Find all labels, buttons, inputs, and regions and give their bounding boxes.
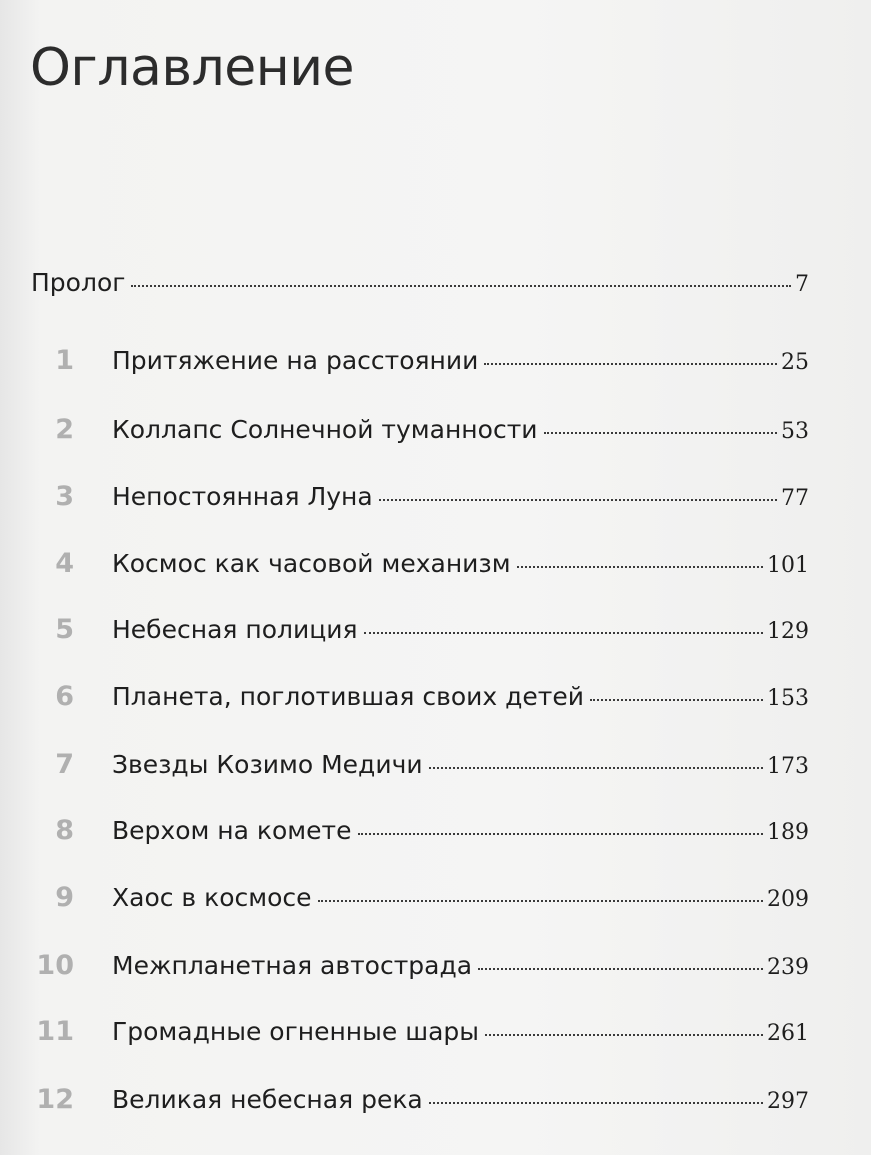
prologue-label: Пролог [31,268,126,297]
leader-dots [429,766,763,769]
chapter-title: Планета, поглотившая своих детей [112,682,584,711]
leader-dots [379,498,777,501]
chapter-number: 10 [36,950,74,981]
toc-chapter[interactable] [0,341,871,381]
leader-dots [131,284,791,287]
leader-dots [485,1033,763,1036]
toc-chapter[interactable] [0,878,871,918]
chapter-page: 77 [781,486,809,511]
toc-chapter[interactable] [0,410,871,450]
chapter-number: 12 [36,1084,74,1115]
chapter-page: 189 [767,820,809,845]
chapter-number: 4 [55,548,74,579]
leader-dots [478,967,763,970]
chapter-page: 53 [781,419,809,444]
leader-dots [484,362,777,365]
chapter-title: Непостоянная Луна [112,482,373,511]
toc-chapter[interactable] [0,477,871,517]
chapter-number: 3 [55,481,74,512]
chapter-number: 5 [55,614,74,645]
page-title: Оглавление [30,38,355,98]
chapter-title: Громадные огненные шары [112,1017,480,1046]
chapter-page: 261 [767,1021,809,1046]
toc-chapter[interactable] [0,677,871,717]
show-through-decoration [420,80,427,105]
chapter-number: 1 [55,345,74,376]
chapter-number: 7 [55,749,74,780]
toc-chapter[interactable] [0,946,871,986]
toc-chapter[interactable] [0,610,871,650]
toc-prologue[interactable] [0,263,871,303]
chapter-page: 209 [767,887,809,912]
chapter-number: 6 [55,681,74,712]
chapter-title: Космос как часовой механизм [112,549,511,578]
chapter-title: Верхом на комете [112,816,352,845]
prologue-page: 7 [795,272,809,297]
toc-chapter[interactable] [0,1012,871,1052]
chapter-page: 153 [767,686,809,711]
chapter-number: 8 [55,815,74,846]
chapter-page: 173 [767,754,809,779]
chapter-number: 11 [36,1016,74,1047]
leader-dots [544,431,777,434]
chapter-page: 297 [767,1089,809,1114]
chapter-page: 101 [767,553,809,578]
chapter-page: 239 [767,955,809,980]
leader-dots [590,698,763,701]
leader-dots [517,565,763,568]
chapter-title: Коллапс Солнечной туманности [112,415,538,444]
toc-chapter[interactable] [0,544,871,584]
chapter-title: Небесная полиция [112,615,358,644]
toc-chapter[interactable] [0,745,871,785]
toc-chapter[interactable] [0,811,871,851]
chapter-title: Притяжение на расстоянии [112,346,479,375]
chapter-title: Хаос в космосе [112,883,312,912]
chapter-page: 25 [781,350,809,375]
leader-dots [318,899,763,902]
chapter-number: 9 [55,882,74,913]
leader-dots [364,631,763,634]
leader-dots [358,832,764,835]
chapter-title: Звезды Козимо Медичи [112,750,423,779]
leader-dots [429,1101,763,1104]
chapter-page: 129 [767,619,809,644]
toc-chapter[interactable] [0,1080,871,1120]
chapter-title: Межпланетная автострада [112,951,473,980]
chapter-number: 2 [55,414,74,445]
chapter-title: Великая небесная река [112,1085,423,1114]
